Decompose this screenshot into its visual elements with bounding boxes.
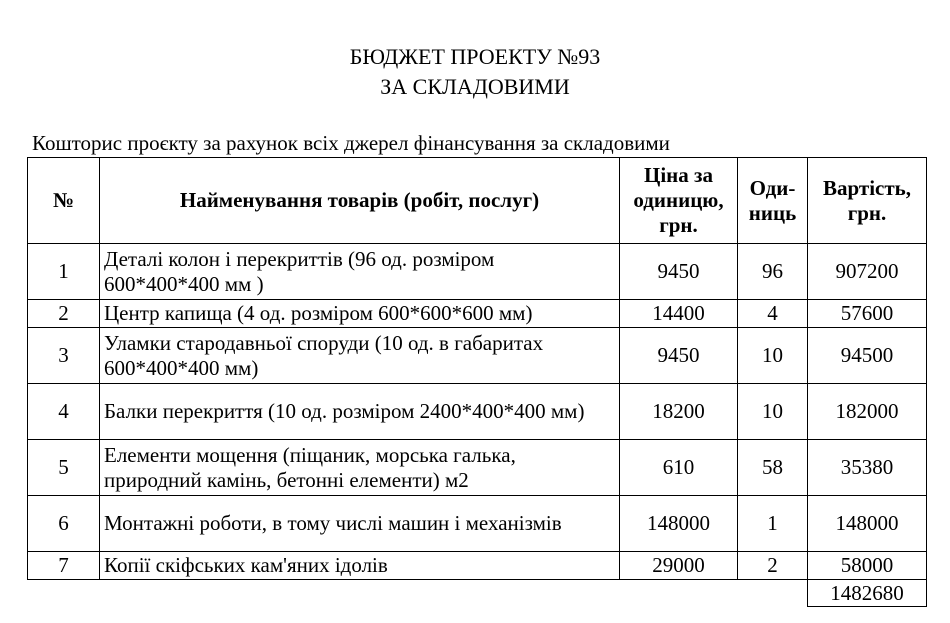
budget-table xyxy=(27,157,927,607)
total-cost: 1482680 xyxy=(808,580,927,607)
header-unit-price: Ціна за одиницю, грн. xyxy=(620,158,738,244)
cell-cost: 35380 xyxy=(808,440,927,496)
cell-unit-price: 148000 xyxy=(620,496,738,552)
header-cost: Вартість, грн. xyxy=(808,158,927,244)
cell-index: 1 xyxy=(28,244,100,300)
cell-unit-price: 610 xyxy=(620,440,738,496)
cell-units: 10 xyxy=(738,384,808,440)
header-name: Найменування товарів (робіт, послуг) xyxy=(100,158,620,244)
cell-name: Балки перекриття (10 од. розміром 2400*400*400 мм) xyxy=(100,384,620,440)
table-row xyxy=(28,440,927,496)
cell-name: Уламки стародавньої споруди (10 од. в габаритах 600*400*400 мм) xyxy=(100,328,620,384)
table-row xyxy=(28,244,927,300)
cell-units: 2 xyxy=(738,552,808,580)
header-units: Оди- ниць xyxy=(738,158,808,244)
cell-name: Центр капища (4 од. розміром 600*600*600 мм) xyxy=(100,300,620,328)
cell-units: 1 xyxy=(738,496,808,552)
cell-index: 2 xyxy=(28,300,100,328)
cell-units: 58 xyxy=(738,440,808,496)
cell-units: 96 xyxy=(738,244,808,300)
cell-cost: 57600 xyxy=(808,300,927,328)
header-index: № xyxy=(28,158,100,244)
document-subtitle: ЗА СКЛАДОВИМИ xyxy=(380,74,570,99)
cell-cost: 907200 xyxy=(808,244,927,300)
cell-index: 7 xyxy=(28,552,100,580)
cell-unit-price: 18200 xyxy=(620,384,738,440)
table-row xyxy=(28,384,927,440)
total-spacer xyxy=(28,580,808,607)
cell-unit-price: 9450 xyxy=(620,328,738,384)
cell-index: 4 xyxy=(28,384,100,440)
cell-cost: 58000 xyxy=(808,552,927,580)
cell-unit-price: 29000 xyxy=(620,552,738,580)
total-row xyxy=(28,580,927,607)
table-row xyxy=(28,552,927,580)
cell-cost: 94500 xyxy=(808,328,927,384)
table-row xyxy=(28,328,927,384)
cell-name: Деталі колон і перекриттів (96 од. розміром 600*400*400 мм ) xyxy=(100,244,620,300)
cell-index: 3 xyxy=(28,328,100,384)
document-title: БЮДЖЕТ ПРОЕКТУ №93 xyxy=(349,44,601,69)
cell-units: 10 xyxy=(738,328,808,384)
cell-index: 6 xyxy=(28,496,100,552)
cell-units: 4 xyxy=(738,300,808,328)
cell-index: 5 xyxy=(28,440,100,496)
cell-name: Елементи мощення (піщаник, морська галька, природний камінь, бетонні елементи) м2 xyxy=(100,440,620,496)
cell-name: Монтажні роботи, в тому числі машин і механізмів xyxy=(100,496,620,552)
cell-cost: 182000 xyxy=(808,384,927,440)
cell-cost: 148000 xyxy=(808,496,927,552)
table-row xyxy=(28,496,927,552)
table-caption: Кошторис проєкту за рахунок всіх джерел фінансування за складовими xyxy=(32,131,670,155)
cell-unit-price: 14400 xyxy=(620,300,738,328)
table-header-row xyxy=(28,158,927,244)
table-row xyxy=(28,300,927,328)
cell-unit-price: 9450 xyxy=(620,244,738,300)
cell-name: Копії скіфських кам'яних ідолів xyxy=(100,552,620,580)
